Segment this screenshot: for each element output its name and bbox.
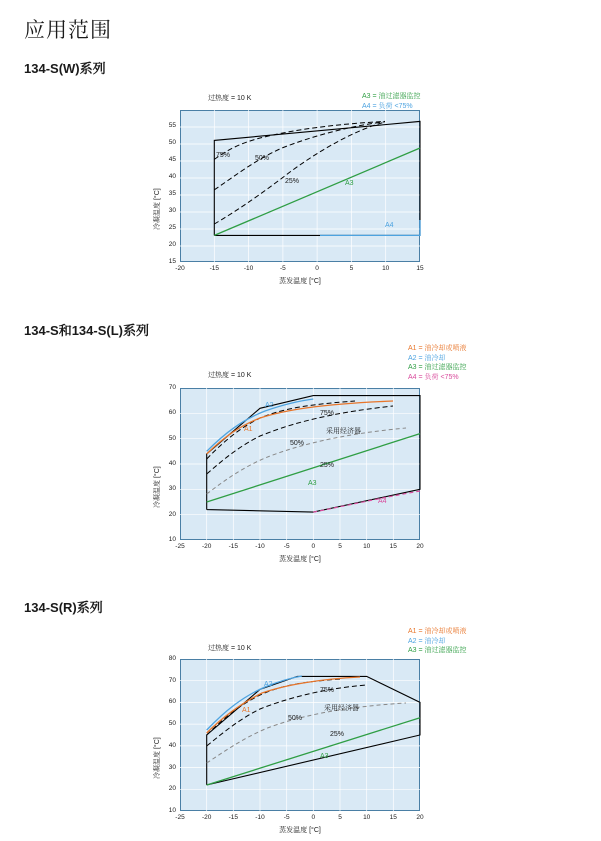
xtick-sl-0: -25 bbox=[175, 543, 185, 550]
label-75-sw: 75% bbox=[216, 152, 231, 159]
xtick-sl-2: -15 bbox=[228, 543, 238, 550]
section-title-sw: 134-S(W)系列 bbox=[24, 61, 106, 76]
ytick-sl-1: 20 bbox=[168, 510, 176, 518]
legend-item-a1: A1 = 油冷却或喷液 bbox=[408, 345, 467, 352]
ytick-sw-7: 50 bbox=[168, 139, 176, 146]
ytick-sr-5: 60 bbox=[168, 698, 176, 706]
xtick-sr-5: 0 bbox=[311, 814, 316, 821]
xtick-sr-1: -20 bbox=[201, 814, 212, 821]
xtick-sr-8: 15 bbox=[389, 814, 397, 821]
section-title-sl: 134-S和134-S(L)系列 bbox=[24, 323, 149, 338]
ytick-sw-6: 45 bbox=[168, 156, 176, 163]
section-title-sr: 134-S(R)系列 bbox=[24, 600, 103, 615]
x-axis-label-sr: 蒸发温度 [°C] bbox=[279, 827, 321, 834]
x-axis-label-sw: 蒸发温度 [°C] bbox=[279, 278, 321, 285]
superheat-annotation-sw: 过热度 = 10 K bbox=[208, 95, 252, 102]
legend-sr bbox=[408, 627, 467, 656]
ytick-sl-2: 30 bbox=[168, 485, 176, 493]
ytick-sl-3: 40 bbox=[168, 460, 176, 467]
xtick-sr-3: -10 bbox=[255, 814, 265, 821]
xtick-sl-8: 15 bbox=[389, 543, 397, 550]
xtick-sr-7: 10 bbox=[363, 814, 371, 821]
plot-area-sr bbox=[154, 655, 424, 834]
xtick-sw-2: -10 bbox=[243, 265, 254, 272]
label-economizer-sr: 采用经济器 bbox=[324, 705, 359, 712]
label-25-sl: 25% bbox=[320, 462, 335, 469]
label-a3-sr: A3 bbox=[320, 753, 329, 760]
xtick-sw-4: 0 bbox=[315, 265, 319, 272]
xtick-sl-4: -5 bbox=[283, 543, 290, 550]
xtick-sl-3: -10 bbox=[255, 543, 265, 550]
xtick-sw-7: 15 bbox=[416, 265, 424, 272]
ytick-sr-2: 30 bbox=[168, 763, 176, 771]
ytick-sw-2: 25 bbox=[168, 224, 176, 231]
plot-area-sw bbox=[154, 110, 424, 285]
ytick-sr-3: 40 bbox=[168, 741, 176, 749]
page-title: 应用范围 bbox=[24, 19, 112, 42]
ytick-sl-4: 50 bbox=[168, 434, 176, 442]
label-25-sw: 25% bbox=[285, 178, 300, 185]
label-a4-sw: A4 bbox=[385, 222, 394, 229]
ytick-sw-3: 30 bbox=[168, 207, 176, 214]
label-75-sr: 75% bbox=[320, 687, 335, 694]
label-a2-sl: A2 bbox=[265, 402, 274, 409]
label-50-sw: 50% bbox=[255, 155, 270, 162]
legend-item-a3: A3 = 油过滤器监控 bbox=[408, 364, 467, 371]
superheat-annotation-sl: 过热度 = 10 K bbox=[208, 372, 252, 379]
ytick-sr-4: 50 bbox=[168, 720, 176, 728]
x-axis-label-sl: 蒸发温度 [°C] bbox=[279, 556, 321, 563]
ytick-sw-4: 35 bbox=[168, 190, 176, 197]
xtick-sw-1: -15 bbox=[209, 265, 219, 272]
label-25-sr: 25% bbox=[330, 731, 345, 738]
chart-sr bbox=[0, 617, 601, 841]
chart-sl bbox=[0, 340, 601, 575]
ytick-sw-1: 20 bbox=[168, 241, 176, 248]
xtick-sl-1: -20 bbox=[201, 543, 212, 550]
label-75-sl: 75% bbox=[320, 410, 335, 417]
ytick-sl-0: 10 bbox=[168, 536, 176, 543]
xtick-sw-0: -20 bbox=[175, 265, 185, 272]
xtick-sl-6: 5 bbox=[338, 543, 342, 550]
plot-svg-sr bbox=[180, 659, 420, 811]
label-50-sr: 50% bbox=[288, 715, 303, 722]
legend-item-a3: A3 = 油过滤器监控 bbox=[362, 93, 421, 100]
label-a1-sl: A1 bbox=[244, 426, 253, 433]
xtick-sr-6: 5 bbox=[338, 814, 342, 821]
legend-item-a1: A1 = 油冷却或喷液 bbox=[408, 628, 467, 635]
plot-svg-sl bbox=[180, 388, 420, 540]
chart-sw bbox=[0, 78, 601, 293]
xtick-sw-5: 5 bbox=[349, 265, 354, 272]
xtick-sr-9: 20 bbox=[416, 814, 424, 821]
y-axis-label-sw: 冷凝温度 [°C] bbox=[154, 188, 161, 230]
ytick-sw-0: 15 bbox=[168, 258, 176, 265]
xtick-sl-5: 0 bbox=[311, 543, 316, 550]
ytick-sl-6: 70 bbox=[168, 384, 176, 391]
legend-item-a4: A4 = 负荷 <75% bbox=[408, 373, 459, 381]
label-economizer-sl: 采用经济器 bbox=[326, 428, 361, 435]
plot-area-sl bbox=[154, 384, 424, 563]
label-a3-sl: A3 bbox=[308, 480, 317, 487]
ytick-sr-0: 10 bbox=[168, 807, 176, 814]
legend-item-a2: A2 = 油冷却 bbox=[408, 354, 446, 362]
legend-sw bbox=[362, 92, 421, 111]
legend-item-a2: A2 = 油冷却 bbox=[408, 637, 446, 645]
ytick-sw-5: 40 bbox=[168, 173, 176, 180]
xtick-sw-3: -5 bbox=[280, 265, 286, 272]
xtick-sr-2: -15 bbox=[228, 814, 238, 821]
xtick-sr-0: -25 bbox=[175, 814, 185, 821]
y-axis-label-sr: 冷凝温度 [°C] bbox=[154, 737, 161, 779]
legend-item-a4: A4 = 负荷 <75% bbox=[362, 102, 413, 110]
xtick-sr-4: -5 bbox=[283, 814, 290, 821]
label-a2-sr: A2 bbox=[264, 681, 273, 688]
label-50-sl: 50% bbox=[290, 440, 305, 447]
ytick-sr-1: 20 bbox=[168, 785, 176, 793]
ytick-sr-7: 80 bbox=[168, 655, 176, 662]
xtick-sw-6: 10 bbox=[382, 265, 390, 272]
label-a1-sr: A1 bbox=[242, 707, 251, 714]
ytick-sl-5: 60 bbox=[168, 409, 176, 417]
superheat-annotation-sr: 过热度 = 10 K bbox=[208, 645, 252, 652]
xtick-sl-7: 10 bbox=[363, 543, 371, 550]
legend-sl bbox=[408, 344, 467, 382]
plot-svg-sw bbox=[180, 110, 420, 262]
y-axis-label-sl: 冷凝温度 [°C] bbox=[154, 466, 161, 508]
xtick-sl-9: 20 bbox=[416, 543, 424, 550]
label-a4-sl: A4 bbox=[378, 498, 387, 505]
ytick-sw-8: 55 bbox=[168, 122, 176, 129]
legend-item-a3: A3 = 油过滤器监控 bbox=[408, 647, 467, 654]
ytick-sr-6: 70 bbox=[168, 676, 176, 684]
label-a3-sw: A3 bbox=[345, 180, 354, 187]
